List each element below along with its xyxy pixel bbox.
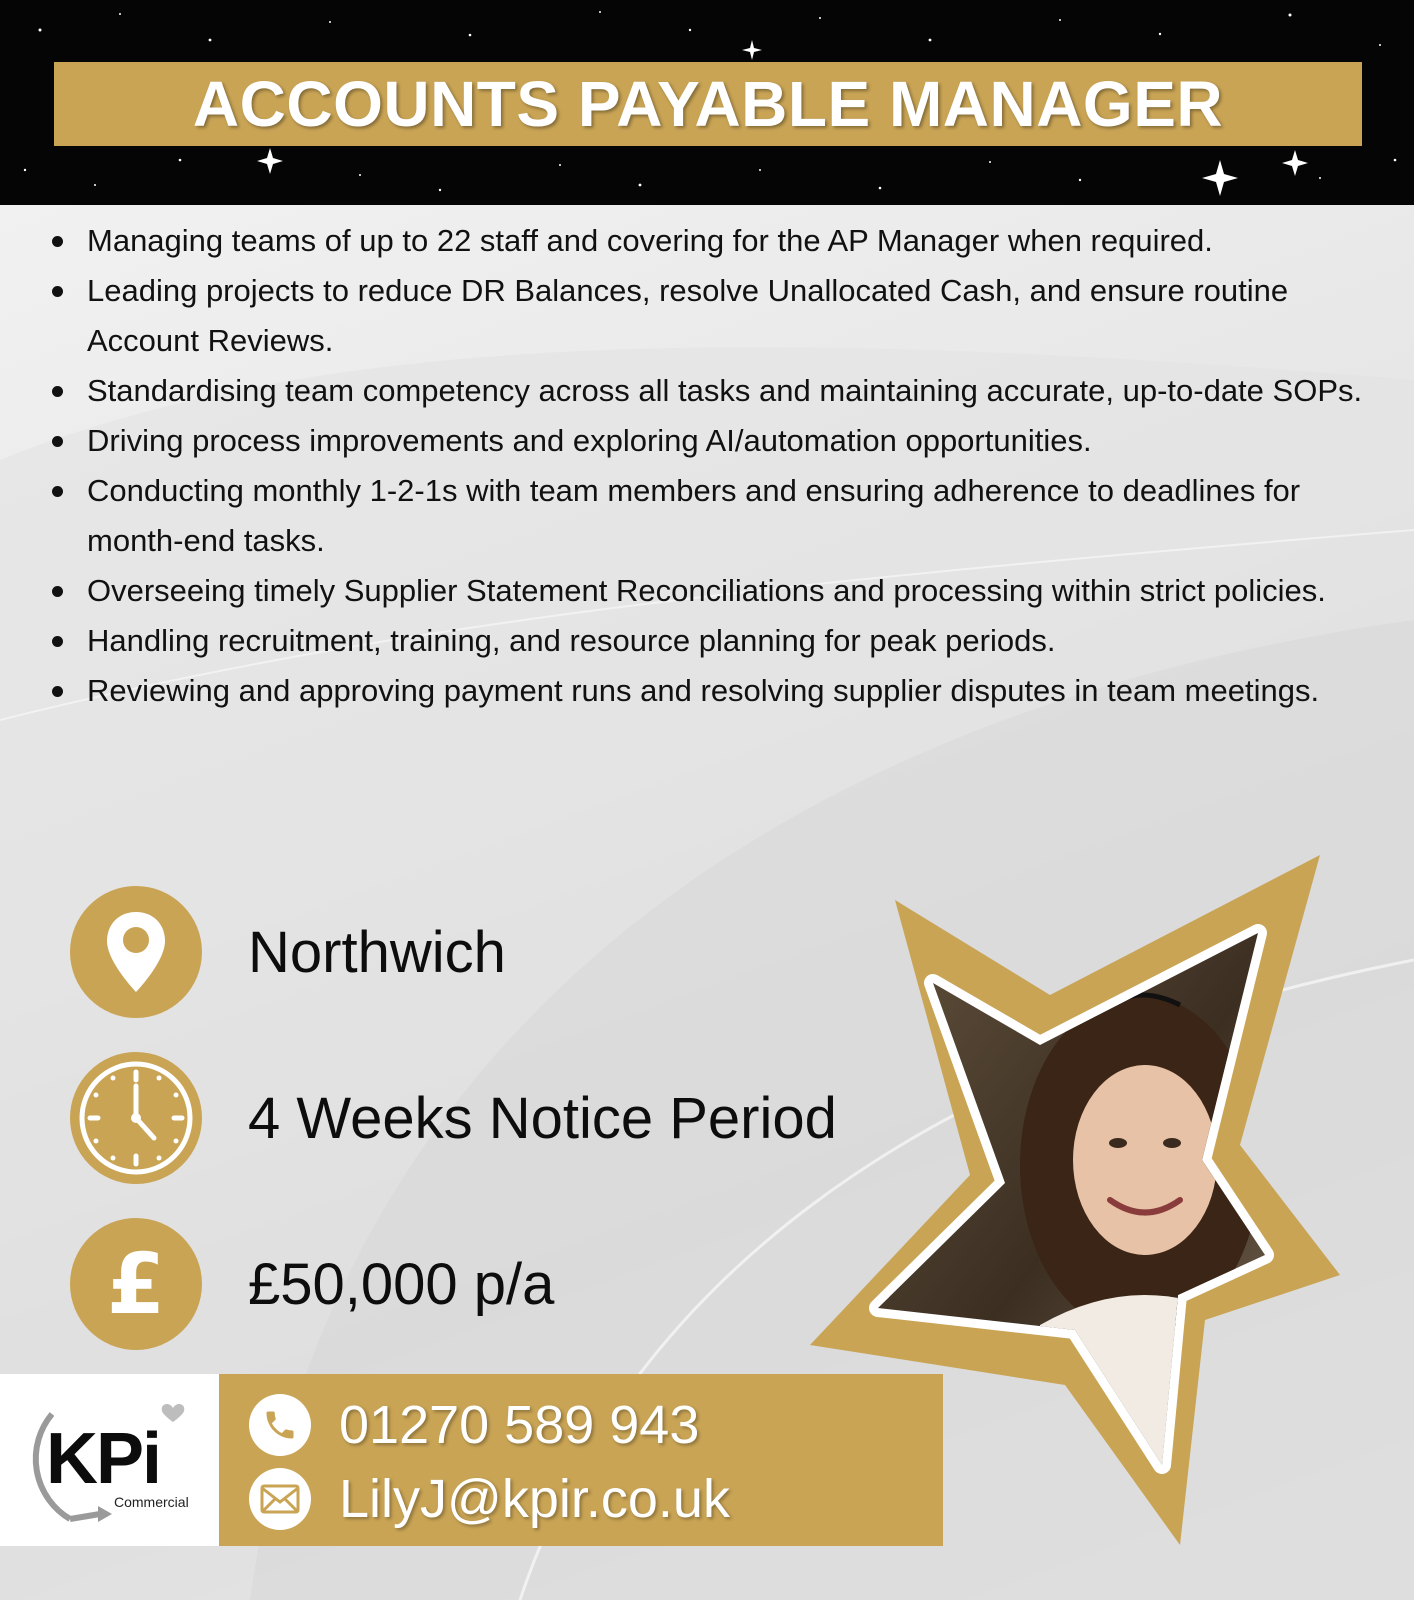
list-item: Handling recruitment, training, and resource planning for peak periods.	[50, 616, 1390, 666]
location-pin-icon	[70, 886, 202, 1018]
contact-bar	[219, 1374, 943, 1546]
salary-row	[70, 1218, 554, 1350]
location-row	[70, 886, 506, 1018]
page-title: ACCOUNTS PAYABLE MANAGER	[192, 68, 1224, 140]
envelope-icon	[249, 1468, 311, 1530]
company-logo	[0, 1374, 219, 1546]
list-item: Conducting monthly 1-2-1s with team members and ensuring adherence to deadlines for month-end tasks.	[50, 466, 1390, 566]
phone-number[interactable]: 01270 589 943	[339, 1395, 700, 1455]
logo-sub: Commercial	[114, 1494, 189, 1510]
email-row[interactable]	[249, 1468, 730, 1530]
salary-text: £50,000 p/a	[248, 1251, 555, 1317]
title-bar	[54, 62, 1362, 146]
logo-brand: KPi	[46, 1419, 161, 1499]
list-item: Driving process improvements and exploring AI/automation opportunities.	[50, 416, 1390, 466]
list-item: Managing teams of up to 22 staff and covering for the AP Manager when required.	[50, 216, 1390, 266]
phone-icon	[249, 1394, 311, 1456]
header-banner	[0, 0, 1414, 205]
notice-text: 4 Weeks Notice Period	[248, 1085, 837, 1151]
email-address[interactable]: LilyJ@kpir.co.uk	[339, 1469, 730, 1529]
phone-row[interactable]	[249, 1394, 699, 1456]
list-item: Standardising team competency across all tasks and maintaining accurate, up-to-date SOPs.	[50, 366, 1390, 416]
list-item: Reviewing and approving payment runs and resolving supplier disputes in team meetings.	[50, 666, 1390, 716]
list-item: Overseeing timely Supplier Statement Reconciliations and processing within strict policies.	[50, 566, 1390, 616]
location-text: Northwich	[248, 919, 506, 985]
duties-list	[50, 216, 1390, 716]
clock-icon	[70, 1052, 202, 1184]
pound-icon	[70, 1218, 202, 1350]
notice-row	[70, 1052, 837, 1184]
pound-symbol: £	[106, 1235, 166, 1333]
list-item: Leading projects to reduce DR Balances, resolve Unallocated Cash, and ensure routine Account Reviews.	[50, 266, 1390, 366]
